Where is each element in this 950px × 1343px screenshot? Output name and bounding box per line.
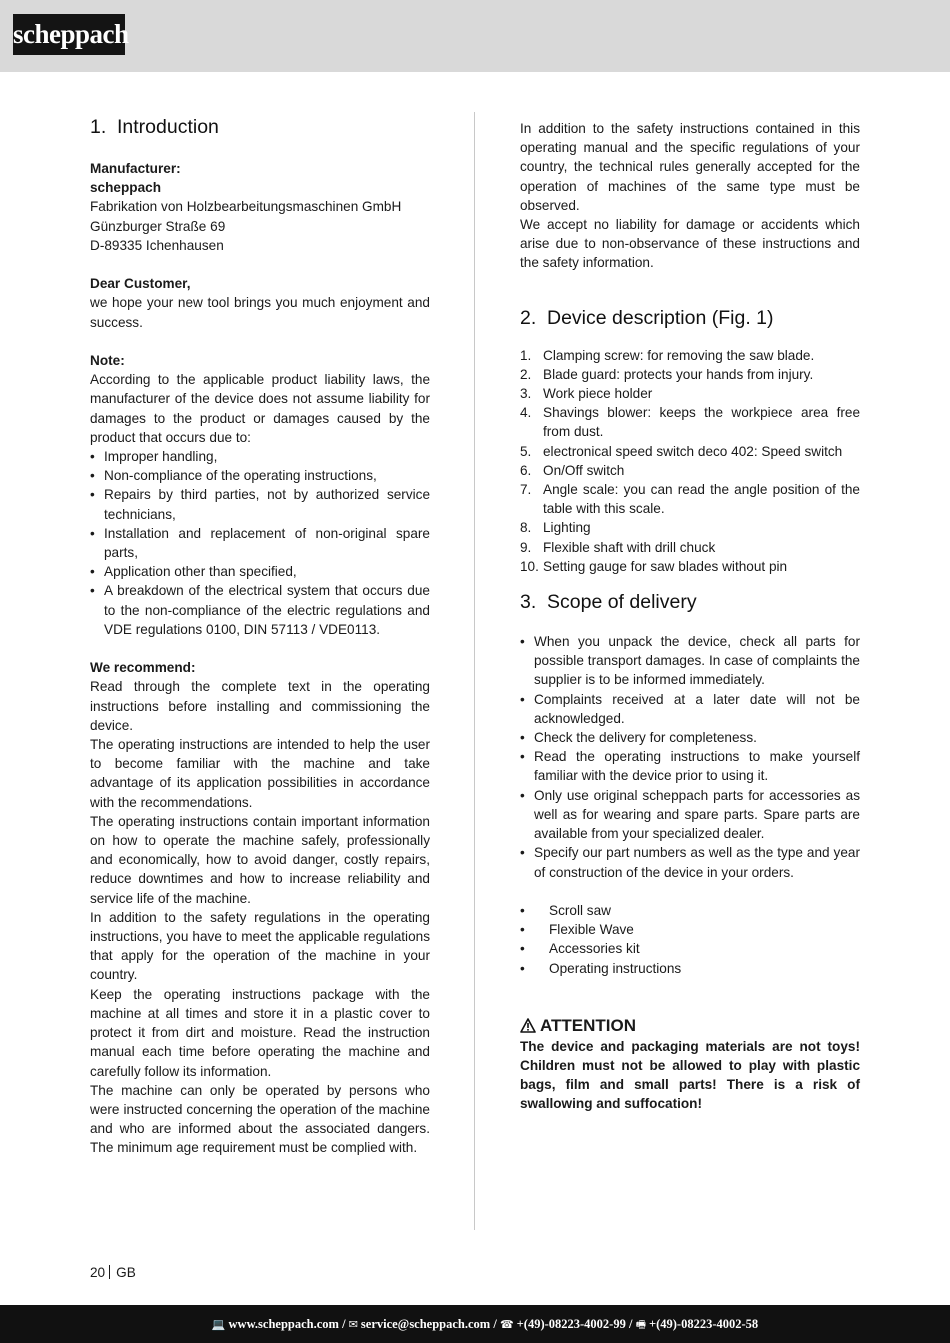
page-number-separator: [109, 1265, 110, 1279]
address-line: D-89335 Ichenhausen: [90, 237, 224, 253]
page-number-value: 20: [90, 1265, 106, 1280]
attention-title: ATTENTION: [540, 1015, 637, 1035]
fax-icon: 🖷: [635, 1318, 646, 1331]
phone-icon: ☎: [499, 1318, 514, 1331]
section-number: 2.: [520, 306, 537, 329]
page-footer: [0, 1305, 950, 1343]
list-item: • Only use original scheppach parts for accessories as well as for wearing and spare parts. Spare parts are available from your specialized dealer.: [520, 786, 860, 844]
list-item: • Installation and replacement of non-original spare parts,: [90, 524, 430, 562]
computer-icon: 💻: [211, 1318, 226, 1331]
list-item: 1. Clamping screw: for removing the saw blade.: [520, 347, 815, 363]
note-label: Note:: [90, 353, 125, 368]
list-item: • Improper handling,: [90, 447, 430, 466]
list-item: • Accessories kit: [520, 939, 860, 958]
list-item: • Check the delivery for completeness.: [520, 728, 860, 747]
page-number: [90, 1265, 136, 1281]
recommend-label: We recommend:: [90, 660, 196, 676]
paragraph: The machine can only be operated by persons who were instructed concerning the operation of the machine and who are informed about the associated dangers. The minimum age requirement must be complied with.: [90, 1082, 430, 1156]
device-parts-list: [520, 346, 860, 576]
list-item: • A breakdown of the electrical system that occurs due to the non-compliance of the electric regulations and VDE regulations 0100, DIN 57113 / VDE0113.: [90, 581, 430, 639]
footer-phone: +(49)-08223-4002-99 /: [516, 1317, 633, 1331]
right-column: [520, 119, 860, 1114]
paragraph: The operating instructions are intended to help the user to become familiar with the machine and take advantage of its application possibilities in accordance with the recommendations.: [90, 737, 430, 810]
footer-email: service@scheppach.com /: [360, 1317, 497, 1331]
list-item: 9. Flexible shaft with drill chuck: [520, 539, 716, 555]
section-heading-introduction: [90, 115, 430, 139]
paragraph: The operating instructions contain important information on how to operate the machine safely, professionally and economically, how to avoid danger, costly repairs, reduce downtimes and how to increase reliability and service life of the machine.: [90, 813, 430, 906]
section-title: Device description (Fig. 1): [547, 306, 774, 329]
attention-heading: [520, 1015, 860, 1037]
footer-website: www.scheppach.com /: [228, 1317, 346, 1331]
paragraph: In addition to the safety instructions contained in this operating manual and the specific regulations of your country, the technical rules generally accepted for the operation of machines of the same type must be observed.: [520, 121, 860, 213]
list-item: • Non-compliance of the operating instructions,: [90, 466, 430, 485]
section-number: 1.: [90, 116, 107, 138]
list-item: • Flexible Wave: [520, 920, 860, 939]
section-heading-scope-of-delivery: [520, 590, 860, 614]
dear-customer-text: we hope your new tool brings you much enjoyment and success.: [90, 295, 430, 330]
mail-icon: ✉: [348, 1318, 358, 1331]
company-name: scheppach: [90, 180, 162, 196]
left-column: [90, 112, 430, 1158]
list-item: 8. Lighting: [520, 520, 591, 536]
address-line: Fabrikation von Holzbearbeitungsmaschinen GmbH: [90, 199, 402, 215]
list-item: 10. Setting gauge for saw blades without pin: [520, 558, 788, 574]
list-item: • Specify our part numbers as well as the type and year of construction of the device in your orders.: [520, 843, 860, 881]
list-item: • Repairs by third parties, not by authorized service technicians,: [90, 485, 430, 523]
note-text: According to the applicable product liability laws, the manufacturer of the device does not assume liability for damages to the product or damages caused by the product that occurs due to:: [90, 372, 430, 445]
paragraph: We accept no liability for damage or accidents which arise due to non-observance of these instructions and the safety information.: [520, 217, 860, 271]
warning-triangle-icon: [520, 1018, 536, 1033]
list-item: • Operating instructions: [520, 959, 860, 978]
page-header: [0, 0, 950, 72]
paragraph: In addition to the safety regulations in the operating instructions, you have to meet the applicable regulations that apply for the operation of the machine in your country.: [90, 909, 430, 983]
section-number: 3.: [520, 591, 537, 614]
list-item: • Complaints received at a later date will not be acknowledged.: [520, 690, 860, 728]
liability-exclusion-list: [90, 447, 430, 639]
dear-customer-label: Dear Customer,: [90, 276, 191, 292]
list-item: 6. On/Off switch: [520, 462, 625, 478]
list-item: • When you unpack the device, check all parts for possible transport damages. In case of complaints the supplier is to be informed immediately.: [520, 632, 860, 690]
scheppach-logo: scheppach: [13, 14, 125, 55]
section-heading-device-description: [520, 306, 860, 330]
section-title: Scope of delivery: [547, 591, 697, 614]
attention-text: The device and packaging materials are not toys! Children must not be allowed to play with plastic bags, film and small parts! There is a risk of swallowing and suffocation!: [520, 1038, 860, 1112]
manufacturer-label: Manufacturer:: [90, 161, 181, 176]
list-item: 2. Blade guard: protects your hands from injury.: [520, 366, 814, 382]
section-title: Introduction: [117, 116, 219, 138]
list-item: • Application other than specified,: [90, 562, 430, 581]
list-item: 3. Work piece holder: [520, 386, 653, 402]
language-code: GB: [116, 1265, 136, 1280]
delivery-notes-list: [520, 632, 860, 882]
column-divider: [474, 112, 475, 1230]
list-item: • Scroll saw: [520, 901, 860, 920]
paragraph: Read through the complete text in the operating instructions before installing and commissioning the device.: [90, 679, 430, 733]
list-item: • Read the operating instructions to make yourself familiar with the device prior to using it.: [520, 747, 860, 785]
delivery-contents-list: [520, 901, 860, 978]
list-item: 7. Angle scale: you can read the angle position of the table with this scale.: [520, 482, 860, 517]
footer-fax: +(49)-08223-4002-58: [648, 1317, 759, 1331]
paragraph: Keep the operating instructions package with the machine at all times and store it in a plastic cover to protect it from dirt and moisture. Read the instruction manual each time before operating the machine and carefully follow its information.: [90, 986, 430, 1079]
address-line: Günzburger Straße 69: [90, 218, 226, 234]
list-item: 4. Shavings blower: keeps the workpiece area free from dust.: [520, 405, 860, 440]
list-item: 5. electronical speed switch deco 402: Speed switch: [520, 443, 843, 459]
